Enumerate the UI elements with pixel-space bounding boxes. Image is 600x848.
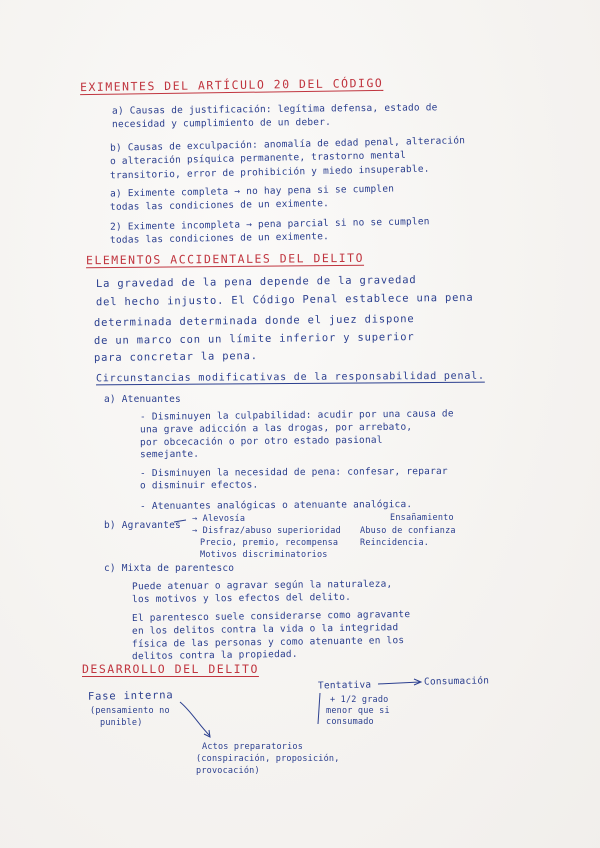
actos-preparatorios-sub: (conspiración, proposición, — [196, 754, 340, 764]
mixta-line: física de las personas y como atenuante en los — [131, 635, 405, 650]
atenuantes-line: semejante. — [139, 448, 200, 461]
mixta-line: en los delitos contra la vida o la integridad — [131, 622, 399, 637]
agravantes-item: → Alevosía — [192, 514, 246, 524]
tentativa: Tentativa — [317, 679, 372, 692]
eximentes-line: todas las condiciones de un eximente. — [109, 198, 330, 213]
arrow-agravantes-icon — [174, 520, 186, 522]
circunstancias-title: Circunstancias modificativas de la responsabilidad penal. — [95, 370, 485, 385]
fase-interna: Fase interna — [87, 689, 174, 703]
mixta-line: delitos contra la propiedad. — [131, 648, 298, 663]
atenuantes-line: - Disminuyen la necesidad de pena: confesar, reparar — [139, 465, 448, 480]
agravantes-item: Ensañamiento — [390, 513, 454, 523]
fase-interna-sub: (pensamiento no — [90, 706, 170, 716]
paragraph-line: determinada determinada donde el juez dispone — [93, 313, 415, 329]
agravantes-label: b) Agravantes — [104, 520, 181, 531]
agravantes-item: Abuso de confianza — [360, 526, 456, 536]
agravantes-item: Motivos discriminatorios — [200, 550, 328, 560]
eximentes-line: o alteración psíquica permanente, trastorno mental — [109, 149, 407, 168]
arrow-to-consumacion-icon — [378, 682, 420, 684]
eximentes-line: a) Causas de justificación: legítima defensa, estado de — [111, 102, 438, 117]
arrow-to-actos-icon — [180, 702, 210, 736]
consumacion: Consumación — [423, 675, 490, 688]
eximentes-line: necesidad y cumplimiento de un deber. — [111, 116, 332, 131]
mixta-line: Puede atenuar o agravar según la naturaleza, — [131, 578, 393, 593]
heading-elementos: ELEMENTOS ACCIDENTALES DEL DELITO — [85, 250, 365, 268]
paragraph-line: de un marco con un límite inferior y superior — [93, 331, 415, 347]
eximentes-line: transitorio, error de prohibición y miedo insuperable. — [109, 163, 430, 182]
mixta-line: El parentesco suele considerarse como agravante — [131, 609, 411, 624]
bracket-line-icon — [318, 693, 320, 724]
agravantes-item: Reincidencia. — [360, 538, 430, 548]
atenuantes-label: a) Atenuantes — [104, 394, 181, 405]
atenuantes-line: - Atenuantes analógicas o atenuante analógica. — [139, 499, 413, 512]
actos-preparatorios-sub: provocación) — [196, 766, 260, 776]
eximentes-line: todas las condiciones de un eximente. — [109, 231, 330, 246]
mixta-label: c) Mixta de parentesco — [104, 563, 235, 574]
mixta-line: los motivos y los efectos del delito. — [131, 591, 352, 606]
atenuantes-line: una grave adicción a las drogas, por arrebato, — [139, 421, 413, 436]
fase-interna-sub: punible) — [100, 718, 143, 728]
eximentes-line: 2) Eximente incompleta → pena parcial si no se cumplen — [109, 216, 430, 233]
agravantes-item: → Disfraz/abuso superioridad — [192, 526, 341, 536]
agravantes-item: Precio, premio, recompensa — [200, 538, 339, 548]
actos-preparatorios: Actos preparatorios — [202, 742, 304, 752]
paragraph-line: del hecho injusto. El Código Penal establece una pena — [95, 291, 474, 309]
tentativa-sub: menor que si — [326, 706, 390, 716]
atenuantes-line: - Disminuyen la culpabilidad: acudir por una causa de — [139, 408, 454, 423]
eximentes-line: a) Eximente completa → no hay pena si se cumplen — [109, 183, 395, 200]
heading-eximentes: EXIMENTES DEL ARTÍCULO 20 DEL CÓDIGO — [79, 75, 384, 95]
paragraph-line: para concretar la pena. — [93, 349, 258, 365]
heading-desarrollo: DESARROLLO DEL DELITO — [82, 662, 259, 676]
atenuantes-line: o disminuir efectos. — [139, 479, 259, 492]
eximentes-line: b) Causas de exculpación: anomalía de edad penal, alteración — [109, 135, 466, 154]
tentativa-sub: + 1/2 grado — [330, 695, 389, 705]
atenuantes-line: por obcecación o por otro estado pasional — [139, 434, 383, 449]
tentativa-sub: consumado — [326, 717, 374, 727]
paragraph-line: La gravedad de la pena depende de la gravedad — [95, 274, 417, 290]
